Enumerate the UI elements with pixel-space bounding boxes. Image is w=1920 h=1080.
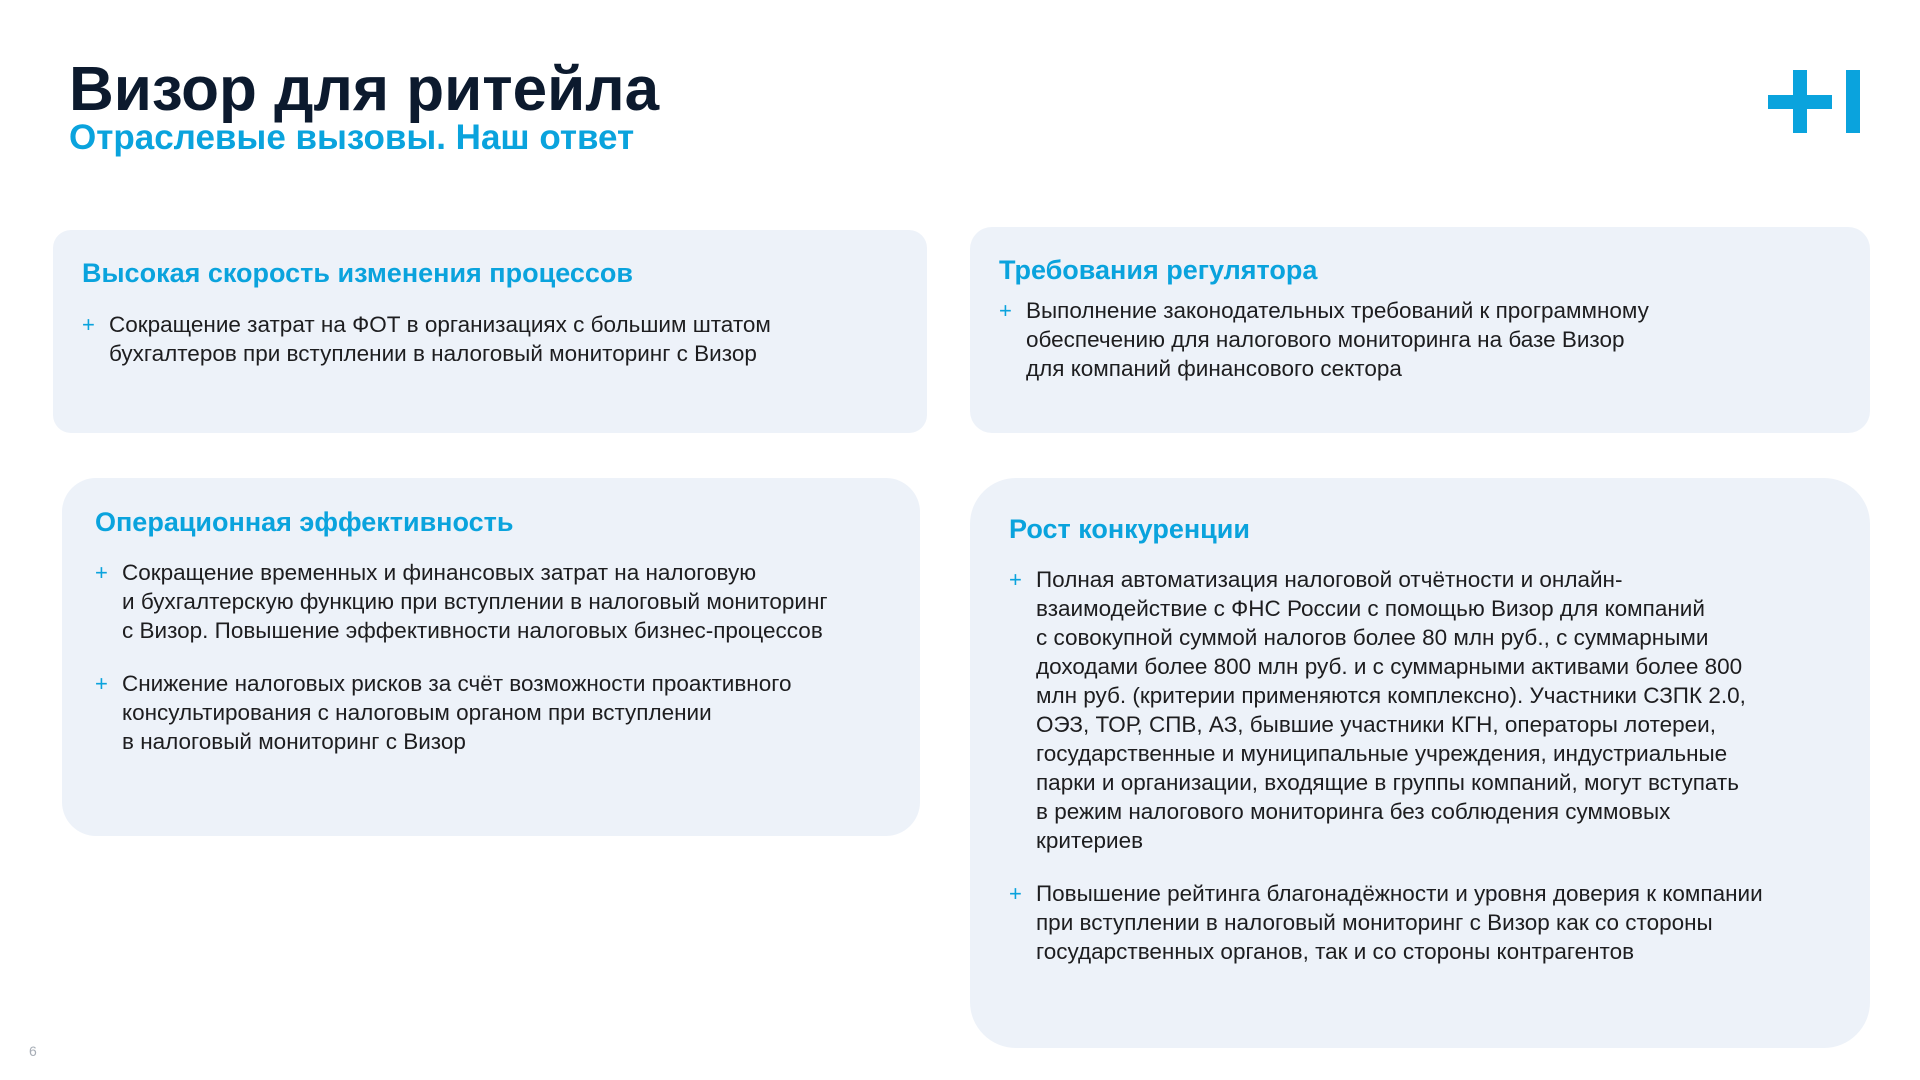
plus-bullet-icon: + (95, 671, 108, 696)
card-competition-growth (970, 478, 1870, 1048)
bullet-text: Сокращение затрат на ФОТ в организациях с большим штатом бухгалтеров при вступлении в налоговый мониторинг с Визор (109, 312, 771, 366)
plus-bullet-icon: + (999, 298, 1012, 323)
bullet-list (999, 296, 1842, 383)
card-regulator-requirements (970, 227, 1870, 433)
card-title: Операционная эффективность (95, 507, 514, 537)
bullet-text: Сокращение временных и финансовых затрат на налоговую и бухгалтерскую функцию при вступлении в налоговый мониторинг с Визор. Повышение эффективности налоговых бизнес-процессов (122, 560, 828, 643)
card-title: Высокая скорость изменения процессов (82, 258, 633, 288)
bullet-item (95, 558, 892, 645)
bullet-list (82, 310, 899, 368)
plus-bullet-icon: + (1009, 567, 1022, 592)
bullet-item (1009, 565, 1842, 855)
plus-bullet-icon: + (95, 560, 108, 585)
card-process-change-speed (53, 230, 927, 433)
page-subtitle: Отраслевые вызовы. Наш ответ (69, 118, 635, 157)
card-title: Требования регулятора (999, 255, 1318, 285)
bullet-item (999, 296, 1842, 383)
plus-bar-logo (1768, 66, 1864, 143)
bullet-text: Полная автоматизация налоговой отчётности и онлайн- взаимодействие с ФНС России с помощью Визор для компаний с совокупной суммой налогов более 80 млн руб., с суммарными доходами более 800 млн руб. и с суммарными активами более 800 млн руб. (критерии применяются комплексно). Участники СЗПК 2.0, ОЭЗ, ТОР, СПВ, АЗ, бывшие участники КГН, операторы лотереи, государственные и муниципальные учреждения, индустриальные парки и организации, входящие в группы компаний, могут вступать в режим налогового мониторинга без соблюдения суммовых критериев (1036, 567, 1746, 853)
bullet-text: Снижение налоговых рисков за счёт возможности проактивного консультирования с налоговым органом при вступлении в налоговый мониторинг с Визор (122, 671, 792, 754)
bullet-text: Повышение рейтинга благонадёжности и уровня доверия к компании при вступлении в налоговый мониторинг с Визор как со стороны государственных органов, так и со стороны контрагентов (1036, 881, 1763, 964)
page-number: 6 (29, 1043, 37, 1059)
plus-bullet-icon: + (1009, 881, 1022, 906)
bullet-text: Выполнение законодательных требований к программному обеспечению для налогового мониторинга на базе Визор для компаний финансового сектора (1026, 298, 1649, 381)
page-title: Визор для ритейла (69, 55, 660, 124)
bullet-list (95, 558, 892, 756)
plus-bullet-icon: + (82, 312, 95, 337)
bullet-item (95, 669, 892, 756)
bullet-item (1009, 879, 1842, 966)
bullet-list (1009, 565, 1842, 966)
bullet-item (82, 310, 899, 368)
card-title: Рост конкуренции (1009, 514, 1250, 544)
card-operational-efficiency (62, 478, 920, 836)
